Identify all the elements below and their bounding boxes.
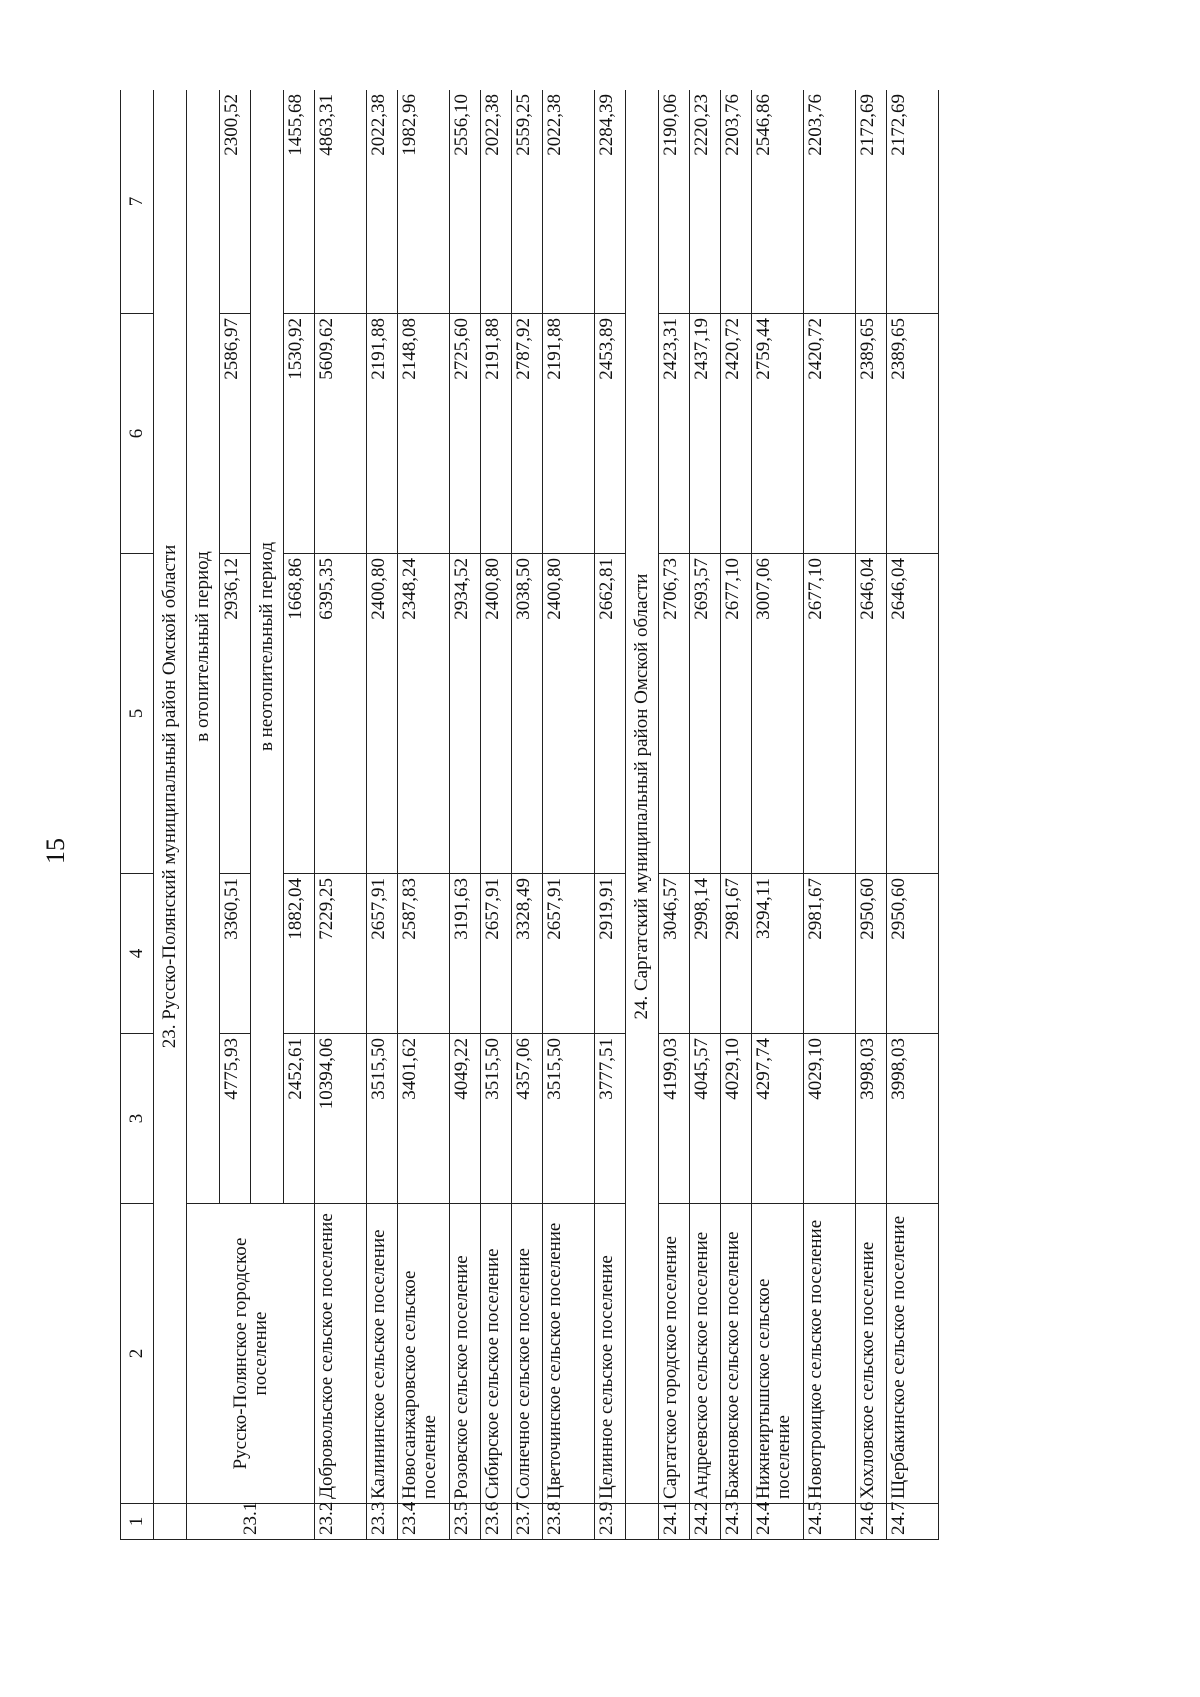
value-cell: 2284,39	[595, 90, 626, 314]
row-id: 24.3	[721, 1504, 752, 1540]
value-cell: 2420,72	[721, 314, 752, 554]
row-name: Андреевское сельское поселение	[690, 1204, 721, 1504]
column-header: 4	[121, 874, 154, 1034]
value-cell: 2400,80	[481, 554, 512, 874]
value-cell: 2586,97	[220, 314, 251, 554]
value-cell: 2998,14	[690, 874, 721, 1034]
value-cell: 2191,88	[367, 314, 398, 554]
table-row	[690, 90, 721, 1540]
value-cell: 2646,04	[887, 554, 939, 874]
row-id: 23.1	[187, 1504, 315, 1540]
value-cell: 4049,22	[450, 1034, 481, 1204]
value-cell: 3360,51	[220, 874, 251, 1034]
value-cell: 2657,91	[481, 874, 512, 1034]
value-cell: 2022,38	[367, 90, 398, 314]
value-cell: 2191,88	[481, 314, 512, 554]
period-row	[187, 90, 220, 1540]
value-cell: 2936,12	[220, 554, 251, 874]
column-header: 7	[121, 90, 154, 314]
table-row	[512, 90, 543, 1540]
tariff-table	[120, 90, 939, 1540]
column-header: 1	[121, 1504, 154, 1540]
column-header: 2	[121, 1204, 154, 1504]
value-cell: 6395,35	[315, 554, 367, 874]
row-name: Хохловское сельское поселение	[856, 1204, 887, 1504]
value-cell: 4045,57	[690, 1034, 721, 1204]
value-cell: 3328,49	[512, 874, 543, 1034]
value-cell: 2191,88	[543, 314, 595, 554]
row-id: 23.5	[450, 1504, 481, 1540]
table-row	[595, 90, 626, 1540]
page-number: 15	[41, 838, 70, 864]
value-cell: 2546,86	[752, 90, 804, 314]
value-cell: 3998,03	[887, 1034, 939, 1204]
value-cell: 2677,10	[721, 554, 752, 874]
value-cell: 2437,19	[690, 314, 721, 554]
section-title: 23. Русско-Полянский муниципальный район Омской области	[154, 90, 187, 1504]
value-cell: 2172,69	[856, 90, 887, 314]
value-cell: 2693,57	[690, 554, 721, 874]
row-id: 23.6	[481, 1504, 512, 1540]
value-cell: 4297,74	[752, 1034, 804, 1204]
row-id: 23.8	[543, 1504, 595, 1540]
value-cell: 4863,31	[315, 90, 367, 314]
value-cell: 5609,62	[315, 314, 367, 554]
value-cell: 2706,73	[659, 554, 690, 874]
column-header: 5	[121, 554, 154, 874]
value-cell: 3515,50	[481, 1034, 512, 1204]
value-cell: 2646,04	[856, 554, 887, 874]
section-title: 24. Саргатский муниципальный район Омской области	[626, 90, 659, 1504]
row-id: 24.1	[659, 1504, 690, 1540]
row-id: 23.3	[367, 1504, 398, 1540]
row-name: Цветочинское сельское поселение	[543, 1204, 595, 1504]
value-cell: 2725,60	[450, 314, 481, 554]
section-row	[626, 90, 659, 1540]
value-cell: 1882,04	[284, 874, 315, 1034]
table-row	[543, 90, 595, 1540]
row-id: 23.9	[595, 1504, 626, 1540]
value-cell: 2022,38	[481, 90, 512, 314]
row-id: 23.7	[512, 1504, 543, 1540]
value-cell: 2148,08	[398, 314, 450, 554]
column-header: 3	[121, 1034, 154, 1204]
value-cell: 3515,50	[543, 1034, 595, 1204]
row-id: 24.5	[804, 1504, 856, 1540]
value-cell: 2677,10	[804, 554, 856, 874]
value-cell: 2452,61	[284, 1034, 315, 1204]
value-cell: 2934,52	[450, 554, 481, 874]
column-number-row	[121, 90, 154, 1540]
value-cell: 3007,06	[752, 554, 804, 874]
value-cell: 2022,38	[543, 90, 595, 314]
value-cell: 2400,80	[543, 554, 595, 874]
rotated-table-stage	[120, 90, 1070, 1540]
value-cell: 2950,60	[887, 874, 939, 1034]
row-name: Новосанжаровское сельское поселение	[398, 1204, 450, 1504]
row-id: 24.7	[887, 1504, 939, 1540]
column-header: 6	[121, 314, 154, 554]
row-name: Сибирское сельское поселение	[481, 1204, 512, 1504]
value-cell: 2300,52	[220, 90, 251, 314]
row-id: 24.6	[856, 1504, 887, 1540]
value-cell: 2662,81	[595, 554, 626, 874]
row-id: 24.2	[690, 1504, 721, 1540]
value-cell: 2759,44	[752, 314, 804, 554]
period-non-heating: в неотопительный период	[251, 90, 284, 1204]
row-id: 23.2	[315, 1504, 367, 1540]
value-cell: 4357,06	[512, 1034, 543, 1204]
table-row	[367, 90, 398, 1540]
value-cell: 3777,51	[595, 1034, 626, 1204]
row-name: Солнечное сельское поселение	[512, 1204, 543, 1504]
value-cell: 1982,96	[398, 90, 450, 314]
value-cell: 3038,50	[512, 554, 543, 874]
value-cell: 2787,92	[512, 314, 543, 554]
value-cell: 2389,65	[856, 314, 887, 554]
table-row	[659, 90, 690, 1540]
row-name: Добровольское сельское поселение	[315, 1204, 367, 1504]
value-cell: 2203,76	[721, 90, 752, 314]
value-cell: 2981,67	[804, 874, 856, 1034]
value-cell: 2423,31	[659, 314, 690, 554]
value-cell: 3191,63	[450, 874, 481, 1034]
value-cell: 3998,03	[856, 1034, 887, 1204]
value-cell: 2981,67	[721, 874, 752, 1034]
value-cell: 4775,93	[220, 1034, 251, 1204]
row-name: Целинное сельское поселение	[595, 1204, 626, 1504]
value-cell: 2348,24	[398, 554, 450, 874]
value-cell: 2950,60	[856, 874, 887, 1034]
value-cell: 2389,65	[887, 314, 939, 554]
table-row	[856, 90, 887, 1540]
value-cell: 2919,91	[595, 874, 626, 1034]
value-cell: 2220,23	[690, 90, 721, 314]
table-row	[398, 90, 450, 1540]
value-cell: 10394,06	[315, 1034, 367, 1204]
row-name: Новотроицкое сельское поселение	[804, 1204, 856, 1504]
row-name: Калининское сельское поселение	[367, 1204, 398, 1504]
row-name: Саргатское городское поселение	[659, 1204, 690, 1504]
value-cell: 2400,80	[367, 554, 398, 874]
table-row	[804, 90, 856, 1540]
value-cell: 7229,25	[315, 874, 367, 1034]
value-cell: 2657,91	[543, 874, 595, 1034]
value-cell: 3515,50	[367, 1034, 398, 1204]
table-row	[752, 90, 804, 1540]
value-cell: 2657,91	[367, 874, 398, 1034]
value-cell: 2172,69	[887, 90, 939, 314]
table-row	[887, 90, 939, 1540]
value-cell: 3046,57	[659, 874, 690, 1034]
row-name: Русско-Полянское городское поселение	[187, 1204, 315, 1504]
value-cell: 4199,03	[659, 1034, 690, 1204]
row-name: Щербакинское сельское поселение	[887, 1204, 939, 1504]
value-cell: 2203,76	[804, 90, 856, 314]
section-row	[154, 90, 187, 1540]
row-name: Розовское сельское поселение	[450, 1204, 481, 1504]
value-cell: 2559,25	[512, 90, 543, 314]
row-id: 24.4	[752, 1504, 804, 1540]
table-row	[721, 90, 752, 1540]
value-cell: 1530,92	[284, 314, 315, 554]
value-cell: 3294,11	[752, 874, 804, 1034]
row-name: Нижнеиртышское сельское поселение	[752, 1204, 804, 1504]
value-cell: 3401,62	[398, 1034, 450, 1204]
value-cell: 2190,06	[659, 90, 690, 314]
value-cell: 2556,10	[450, 90, 481, 314]
table-row	[481, 90, 512, 1540]
table-row	[450, 90, 481, 1540]
value-cell: 4029,10	[804, 1034, 856, 1204]
table-row	[315, 90, 367, 1540]
value-cell: 2587,83	[398, 874, 450, 1034]
period-heating: в отопительный период	[187, 90, 220, 1204]
value-cell: 2453,89	[595, 314, 626, 554]
row-name: Баженовское сельское поселение	[721, 1204, 752, 1504]
value-cell: 2420,72	[804, 314, 856, 554]
value-cell: 1668,86	[284, 554, 315, 874]
value-cell: 1455,68	[284, 90, 315, 314]
row-id: 23.4	[398, 1504, 450, 1540]
value-cell: 4029,10	[721, 1034, 752, 1204]
